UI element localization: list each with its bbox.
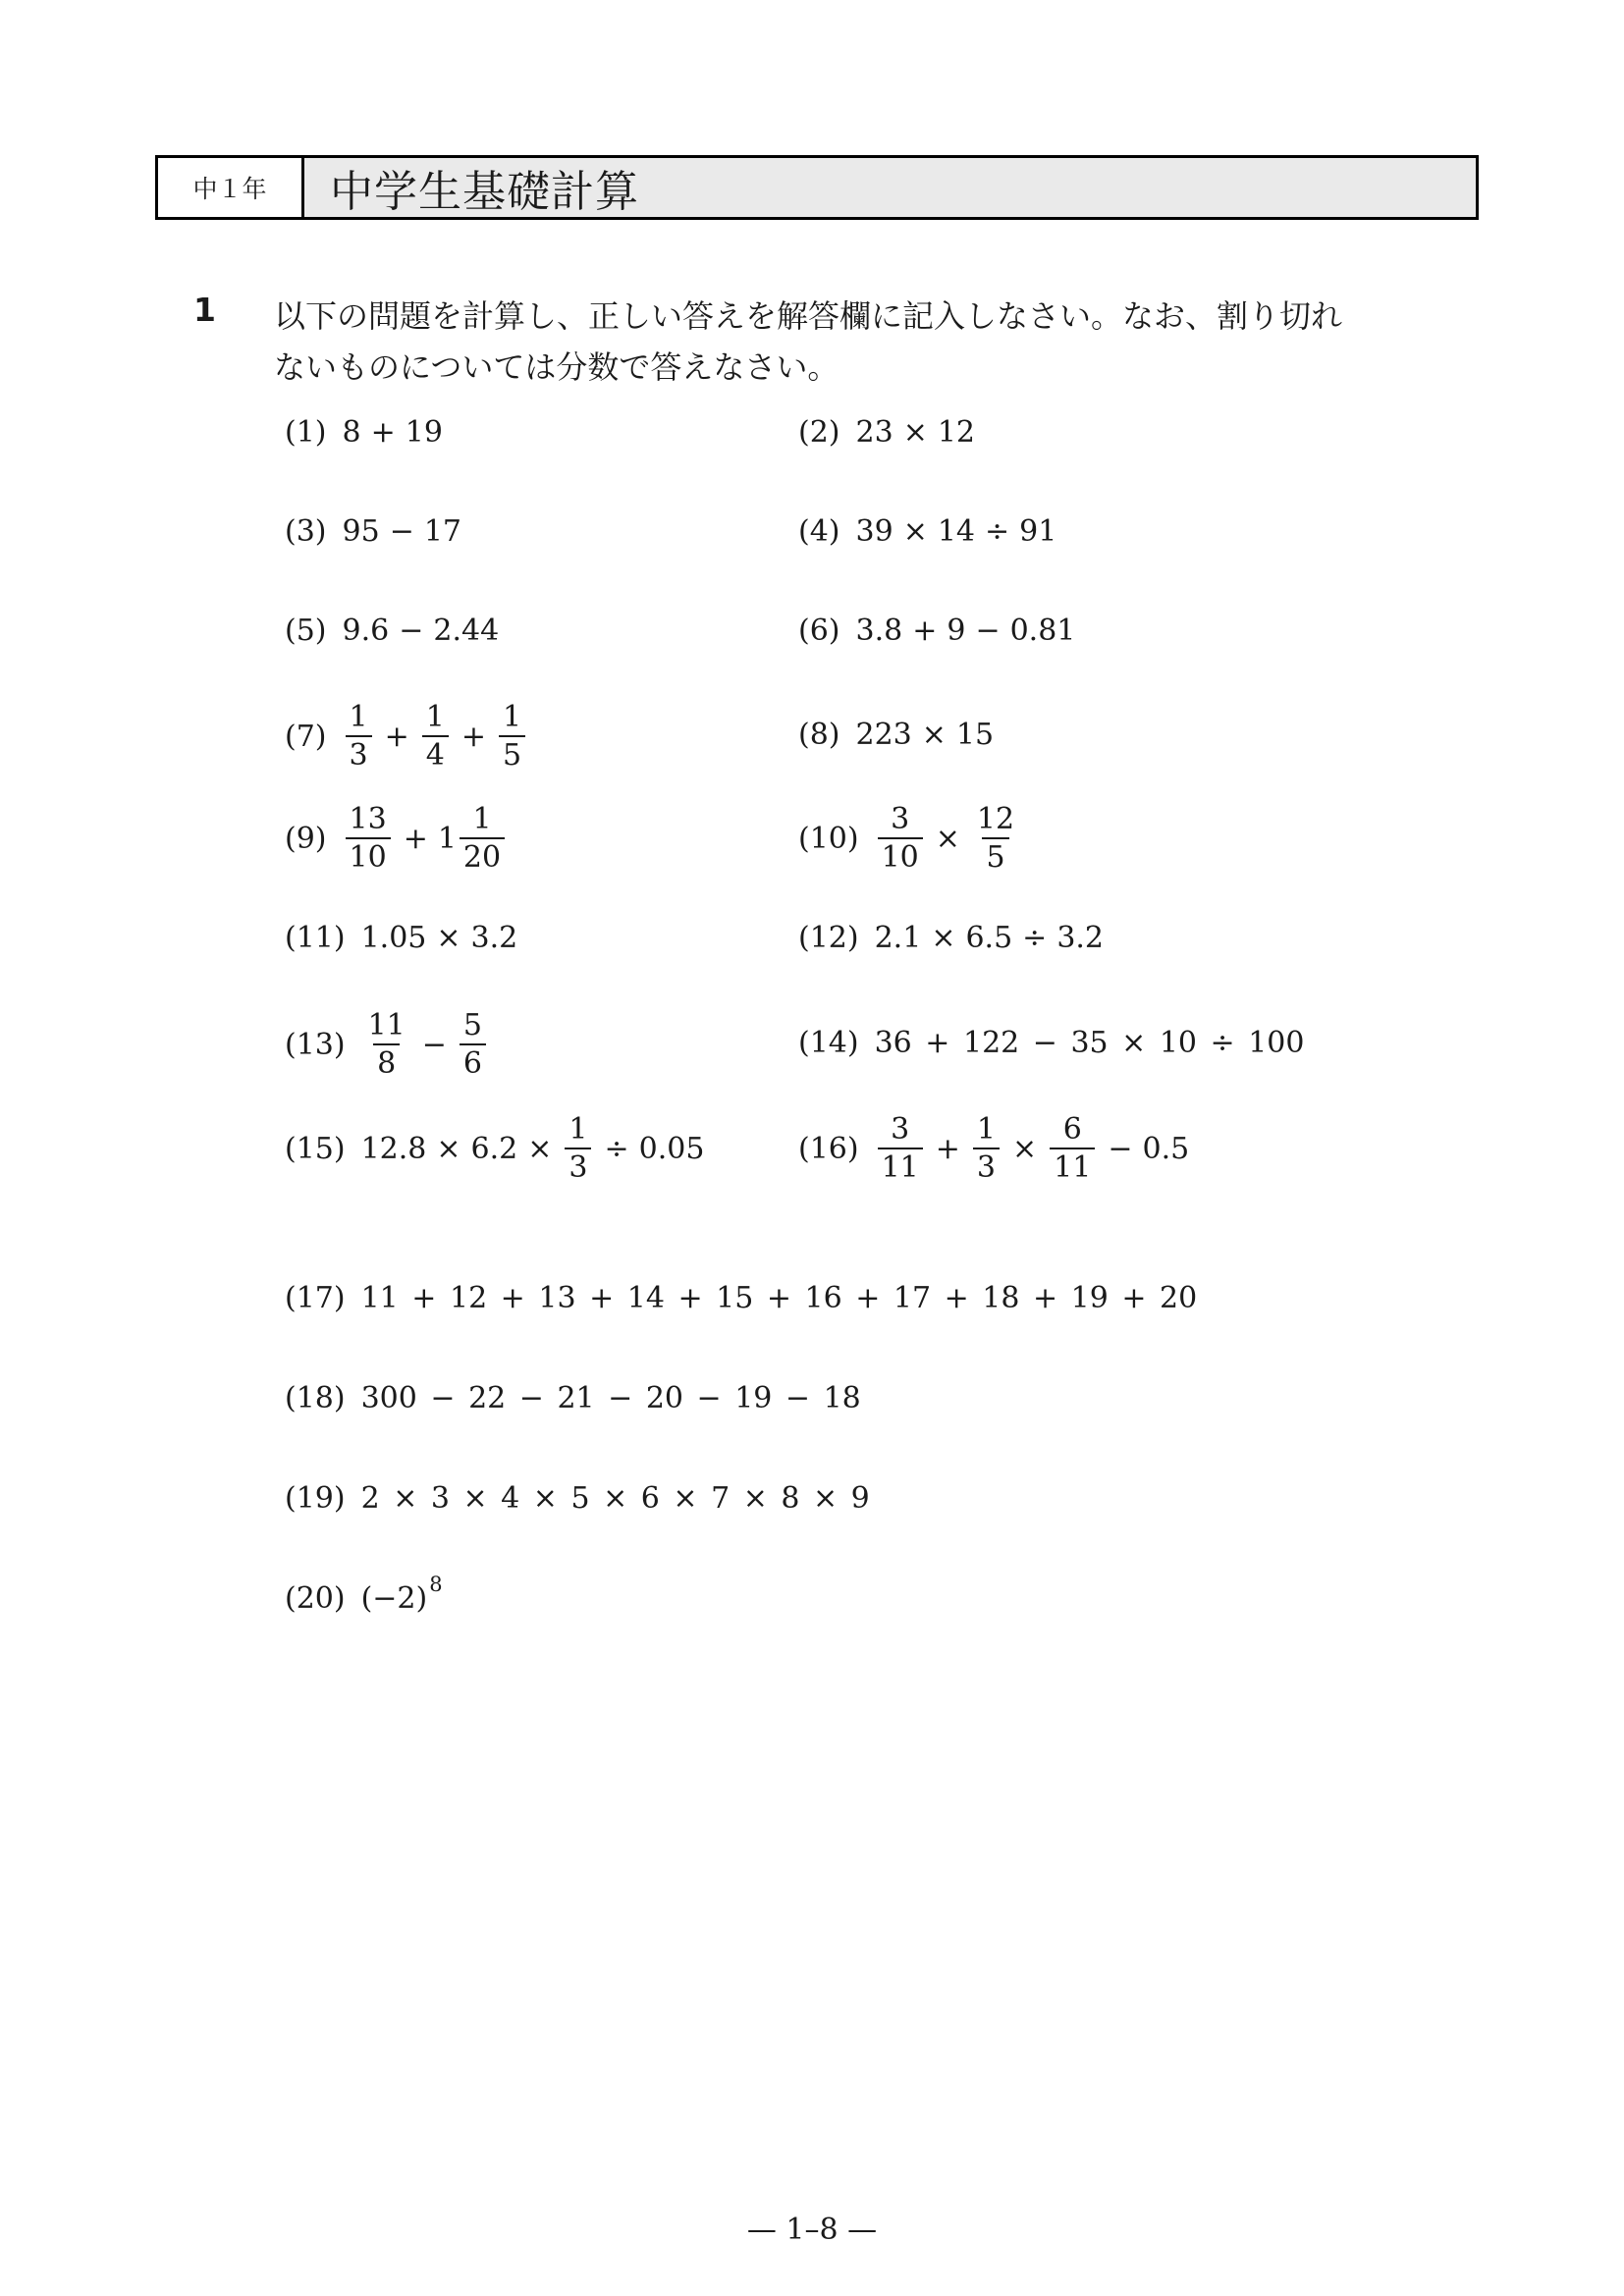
problem-9 <box>285 797 508 880</box>
denominator: 11 <box>1050 1148 1095 1184</box>
numerator: 3 <box>891 801 910 836</box>
term: 12 <box>937 414 976 450</box>
problem-label: (15) <box>285 1131 346 1166</box>
term: 95 <box>342 513 380 549</box>
problem-label: (17) <box>285 1280 346 1315</box>
operator: × <box>902 513 928 549</box>
operator: + <box>384 719 409 754</box>
problem-expression <box>875 1111 1190 1185</box>
whole-number: 1 <box>437 821 457 856</box>
operator: − <box>1108 1131 1133 1166</box>
problem-expression: 36 + 122 − 35 × 10 ÷ 100 <box>874 1025 1305 1060</box>
numerator: 1 <box>976 1111 997 1147</box>
problem-label: (6) <box>798 613 840 648</box>
denominator: 5 <box>982 837 1008 874</box>
numerator: 11 <box>367 1007 406 1042</box>
term: 9.6 <box>342 613 390 648</box>
problem-label: (4) <box>798 513 840 549</box>
operator: − <box>389 513 414 549</box>
problem-6 <box>798 609 1075 652</box>
grade-label: 中１年 <box>158 158 304 217</box>
operator: × <box>436 920 461 955</box>
problem-expression: 300 − 22 − 21 − 20 − 19 − 18 <box>360 1380 861 1415</box>
problem-expression <box>875 801 1022 875</box>
operator: × <box>902 414 928 450</box>
fraction <box>346 801 391 875</box>
problem-3 <box>285 509 461 553</box>
problem-11 <box>285 916 517 959</box>
fraction <box>460 1007 486 1081</box>
fraction <box>565 1111 591 1185</box>
term: 6.2 <box>470 1131 518 1166</box>
problem-expression <box>343 801 509 875</box>
problem-expression <box>361 1007 489 1081</box>
denominator: 3 <box>346 735 372 772</box>
problem-expression <box>361 921 518 955</box>
numerator: 13 <box>349 801 387 836</box>
problem-10 <box>798 797 1021 880</box>
term: 12.8 <box>360 1131 427 1166</box>
question-number: 1 <box>193 291 216 329</box>
problem-1 <box>285 410 443 454</box>
problem-expression <box>856 415 976 450</box>
problem-expression <box>360 1573 443 1616</box>
denominator: 10 <box>878 837 923 874</box>
problem-13 <box>285 1003 489 1086</box>
problem-7 <box>285 695 528 777</box>
denominator: 5 <box>499 735 525 772</box>
numerator: 1 <box>502 699 522 734</box>
problem-2 <box>798 410 975 454</box>
term: 223 <box>855 717 912 752</box>
problem-19 <box>285 1476 870 1520</box>
numerator: 1 <box>349 699 368 734</box>
term: 91 <box>1019 513 1057 549</box>
term: 3.8 <box>855 613 903 648</box>
numerator: 1 <box>568 1111 588 1147</box>
denominator: 3 <box>565 1148 591 1184</box>
problem-expression <box>343 699 529 773</box>
problem-5 <box>285 609 499 652</box>
problem-label: (3) <box>285 513 327 549</box>
problem-label: (13) <box>285 1027 346 1062</box>
fraction <box>878 801 923 875</box>
problem-16 <box>798 1107 1189 1190</box>
header-box <box>155 155 1479 220</box>
problem-label: (7) <box>285 719 327 754</box>
operator: × <box>931 920 956 955</box>
problem-expression <box>343 614 500 648</box>
problem-expression: 11 + 12 + 13 + 14 + 15 + 16 + 17 + 18 + 19 + 20 <box>360 1280 1198 1315</box>
term: 19 <box>405 414 443 450</box>
problem-4 <box>798 509 1056 553</box>
problem-label: (14) <box>798 1025 859 1060</box>
denominator: 6 <box>460 1043 486 1080</box>
numerator: 12 <box>976 801 1015 836</box>
power-exponent: 8 <box>429 1573 443 1596</box>
fraction <box>499 699 525 773</box>
operator: + <box>403 821 428 856</box>
problem-18 <box>285 1376 861 1419</box>
numerator: 1 <box>425 699 445 734</box>
term: 15 <box>955 717 995 752</box>
operator: × <box>527 1131 553 1166</box>
problem-label: (2) <box>798 414 840 450</box>
fraction <box>973 1111 1000 1185</box>
operator: + <box>370 414 396 450</box>
term: 14 <box>937 513 976 549</box>
problem-15 <box>285 1107 704 1190</box>
term: 0.05 <box>638 1131 705 1166</box>
term: 3.2 <box>1056 920 1105 955</box>
problem-label: (8) <box>798 717 840 752</box>
denominator: 10 <box>346 837 391 874</box>
problem-label: (5) <box>285 613 327 648</box>
term: 3.2 <box>470 920 518 955</box>
problem-expression <box>360 1111 705 1185</box>
fraction <box>973 801 1018 875</box>
problem-17 <box>285 1276 1197 1319</box>
term: 0.5 <box>1142 1131 1190 1166</box>
fraction <box>460 801 505 875</box>
term: 39 <box>855 513 893 549</box>
operator: ÷ <box>1022 920 1048 955</box>
operator: − <box>975 613 1001 648</box>
problem-20 <box>285 1573 443 1620</box>
operator: ÷ <box>985 513 1010 549</box>
term: 6.5 <box>965 920 1013 955</box>
problem-label: (20) <box>285 1580 346 1616</box>
term: 0.81 <box>1009 613 1076 648</box>
numerator: 5 <box>462 1007 483 1042</box>
fraction <box>1050 1111 1095 1185</box>
instruction-line-2: ないものについては分数で答えなさい。 <box>274 348 839 386</box>
numerator: 1 <box>472 801 492 836</box>
problem-expression <box>856 614 1076 648</box>
problem-label: (18) <box>285 1380 346 1415</box>
problem-label: (12) <box>798 920 859 955</box>
problem-12 <box>798 916 1104 959</box>
operator: + <box>935 1131 960 1166</box>
problem-label: (10) <box>798 821 859 856</box>
term: 2.44 <box>433 613 500 648</box>
problem-label: (9) <box>285 821 327 856</box>
operator: × <box>1012 1131 1038 1166</box>
term: 9 <box>947 613 966 648</box>
problem-expression <box>343 514 462 549</box>
fraction <box>878 1111 923 1185</box>
term: 23 <box>855 414 893 450</box>
denominator: 3 <box>973 1148 1000 1184</box>
operator: × <box>935 821 960 856</box>
problem-expression: 2 × 3 × 4 × 5 × 6 × 7 × 8 × 9 <box>360 1480 870 1516</box>
fraction <box>364 1007 409 1081</box>
problem-expression <box>856 514 1057 549</box>
operator: + <box>912 613 938 648</box>
instructions <box>274 291 1472 393</box>
problem-label: (19) <box>285 1480 346 1516</box>
problem-8 <box>798 713 994 756</box>
problem-expression <box>875 921 1104 955</box>
numerator: 3 <box>891 1111 910 1147</box>
page-number: — 1–8 — <box>746 2213 878 2247</box>
operator: ÷ <box>604 1131 629 1166</box>
denominator: 4 <box>422 735 449 772</box>
problem-label: (11) <box>285 920 346 955</box>
operator: + <box>460 719 486 754</box>
denominator: 20 <box>460 837 505 874</box>
fraction <box>346 699 372 773</box>
power-base: (−2) <box>360 1580 428 1616</box>
term: 1.05 <box>360 920 427 955</box>
page-title: 中学生基礎計算 <box>330 167 639 217</box>
term: 2.1 <box>874 920 922 955</box>
operator: − <box>399 613 424 648</box>
operator: × <box>921 717 947 752</box>
term: 8 <box>342 414 361 450</box>
fraction <box>422 699 449 773</box>
denominator: 11 <box>878 1148 923 1184</box>
problem-expression <box>856 718 995 752</box>
problem-label: (16) <box>798 1131 859 1166</box>
numerator: 6 <box>1062 1111 1082 1147</box>
operator: × <box>436 1131 461 1166</box>
denominator: 8 <box>373 1043 400 1080</box>
problem-14 <box>798 1021 1304 1064</box>
instruction-line-1: 以下の問題を計算し、正しい答えを解答欄に記入しなさい。なお、割り切れ <box>274 297 1343 335</box>
term: 17 <box>423 513 462 549</box>
problem-label: (1) <box>285 414 327 450</box>
operator: − <box>421 1027 447 1062</box>
problem-expression <box>343 415 443 450</box>
